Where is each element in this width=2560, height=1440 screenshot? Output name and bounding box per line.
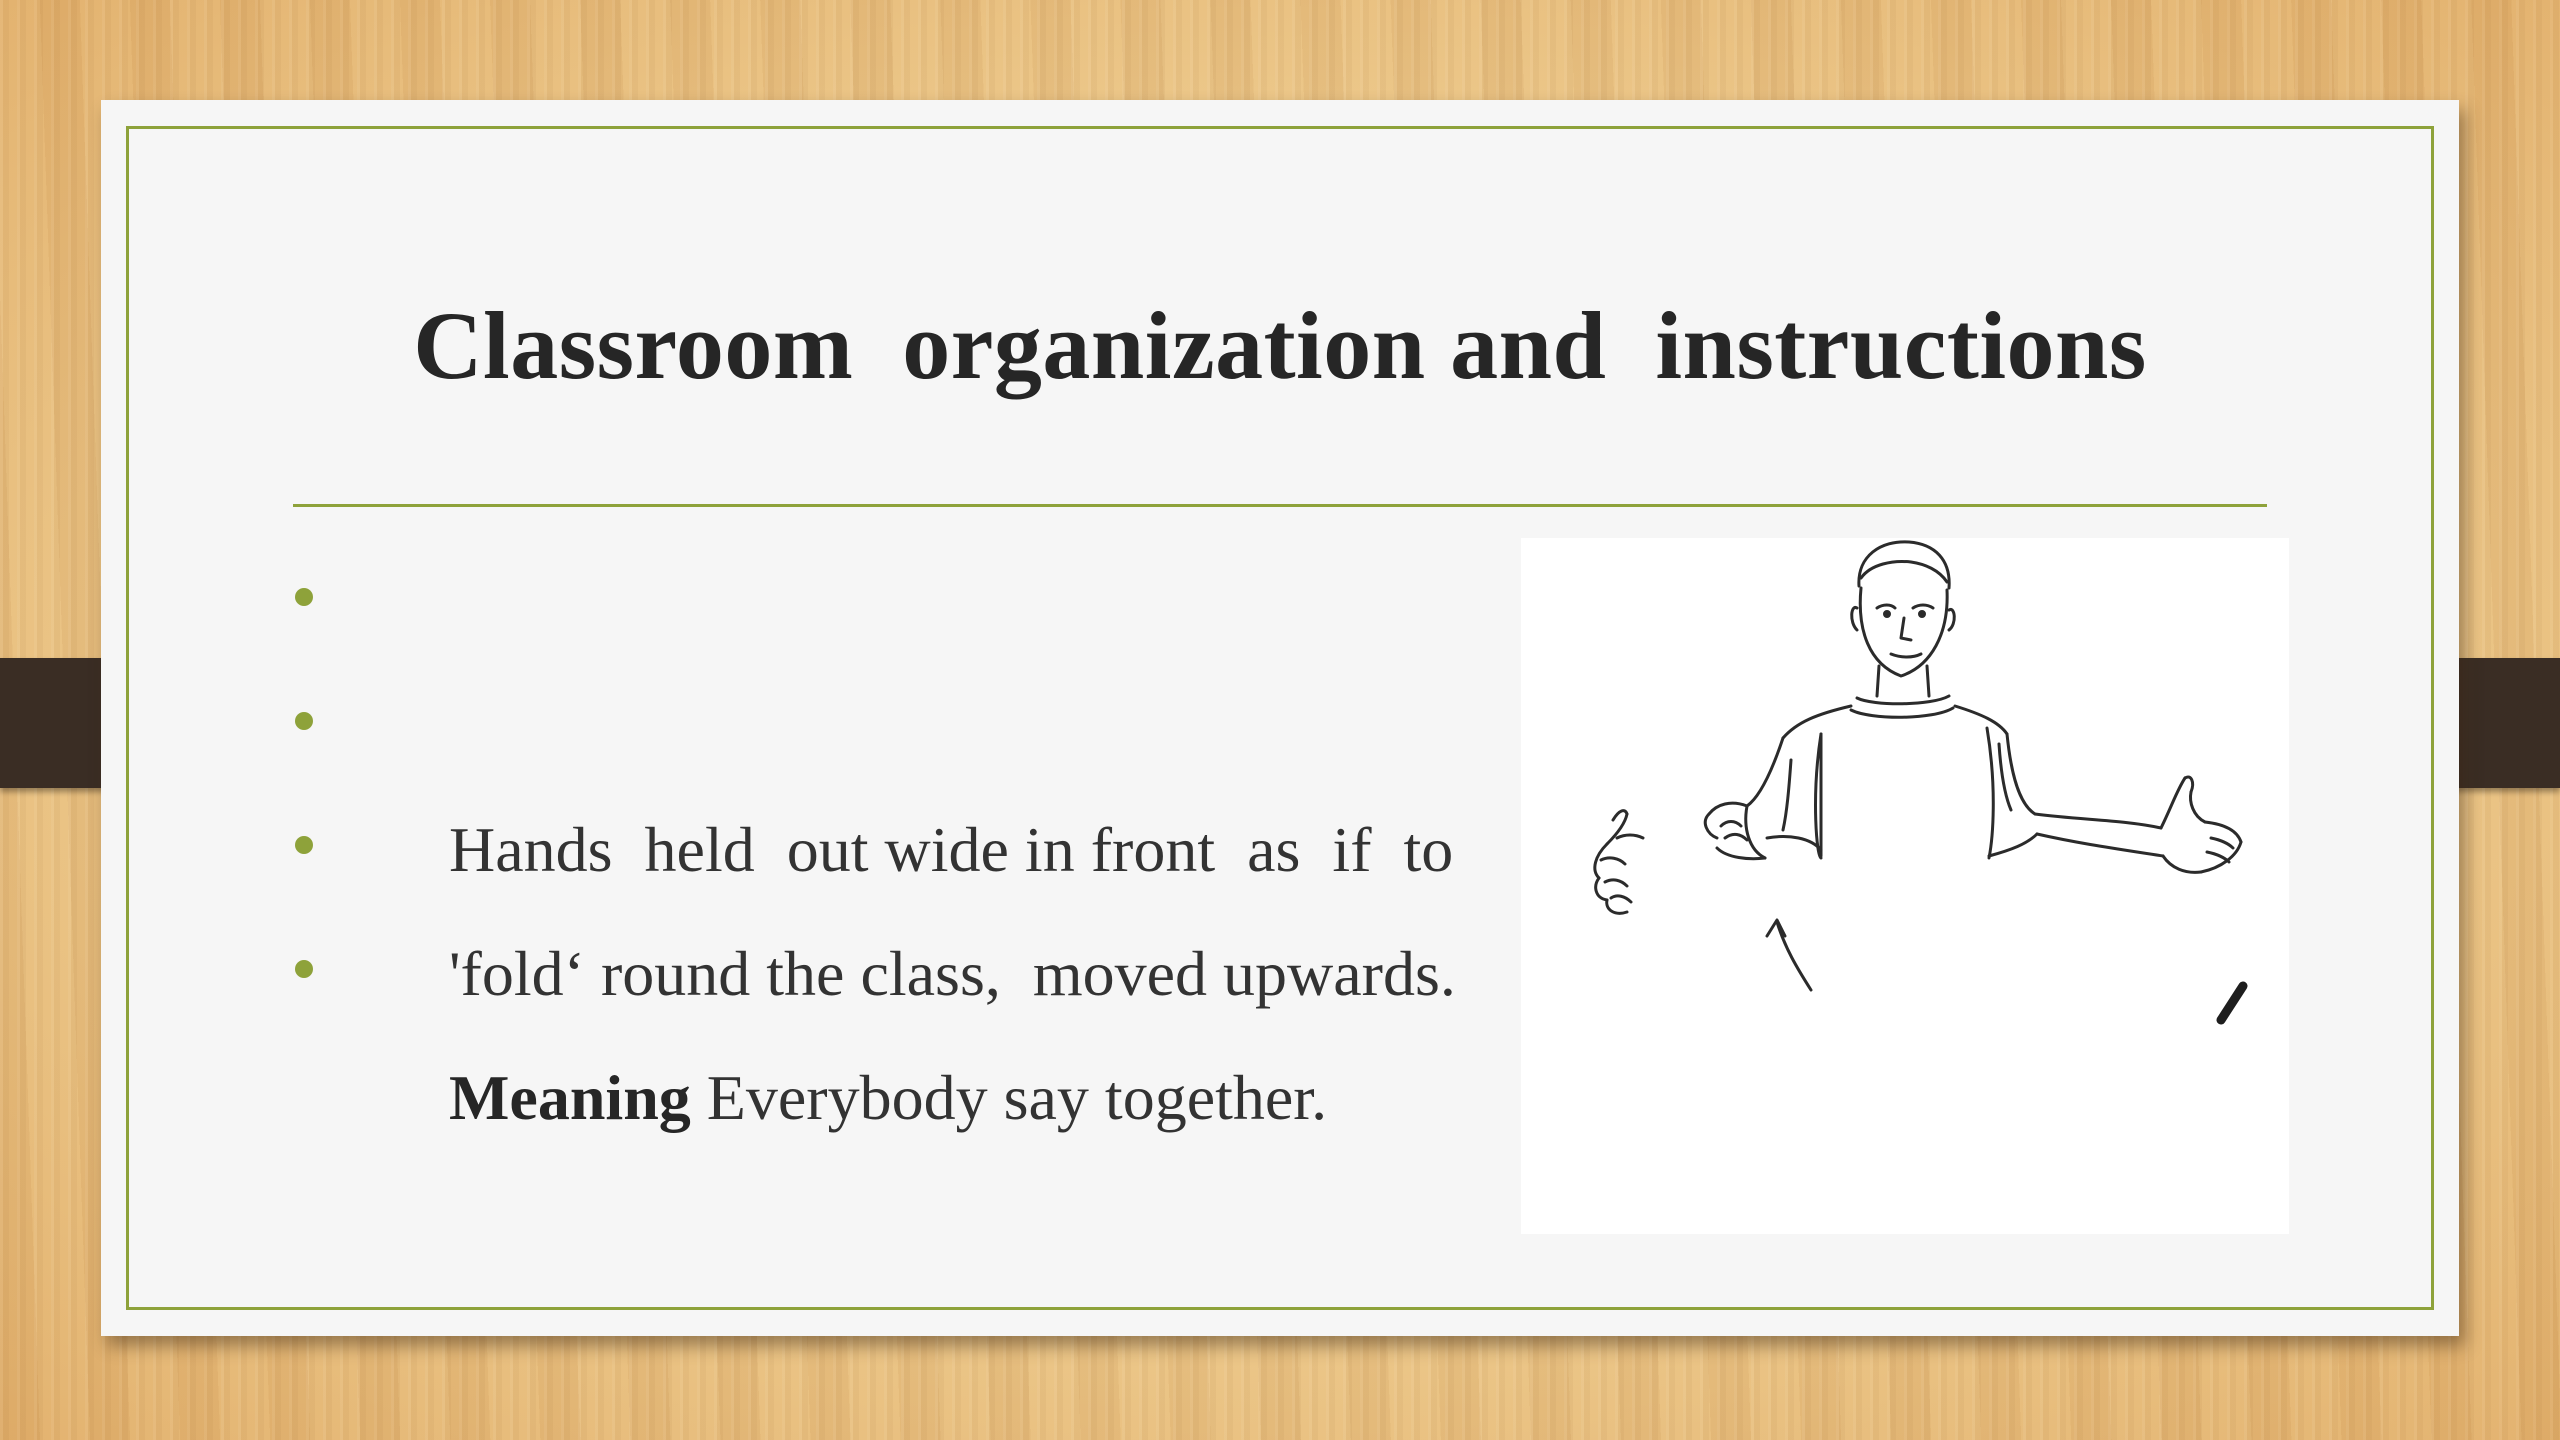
teacher-arms-open-gesture-icon bbox=[1521, 538, 2289, 1234]
bullet-text: Hands held out wide in front as if to bbox=[449, 814, 1454, 885]
teacher-gesture-illustration bbox=[1521, 538, 2289, 1234]
bullet-list bbox=[291, 540, 1621, 1133]
bullet-text: 'fold‘ round the class, moved upwards. bbox=[449, 938, 1456, 1009]
bullet-text: Everybody say together. bbox=[690, 1062, 1328, 1133]
slide-title: Classroom organization and instructions bbox=[413, 292, 2147, 399]
title-divider bbox=[293, 504, 2267, 507]
bullet-item bbox=[291, 540, 1621, 885]
bullet-dot-icon bbox=[295, 960, 313, 978]
slide bbox=[101, 100, 2459, 1336]
bullet-dot-icon bbox=[295, 588, 313, 606]
bullet-item bbox=[291, 912, 1621, 1036]
bullet-dot-icon bbox=[295, 712, 313, 730]
bullet-dot-icon bbox=[295, 836, 313, 854]
bullet-bold-term: Meaning bbox=[449, 1062, 691, 1133]
